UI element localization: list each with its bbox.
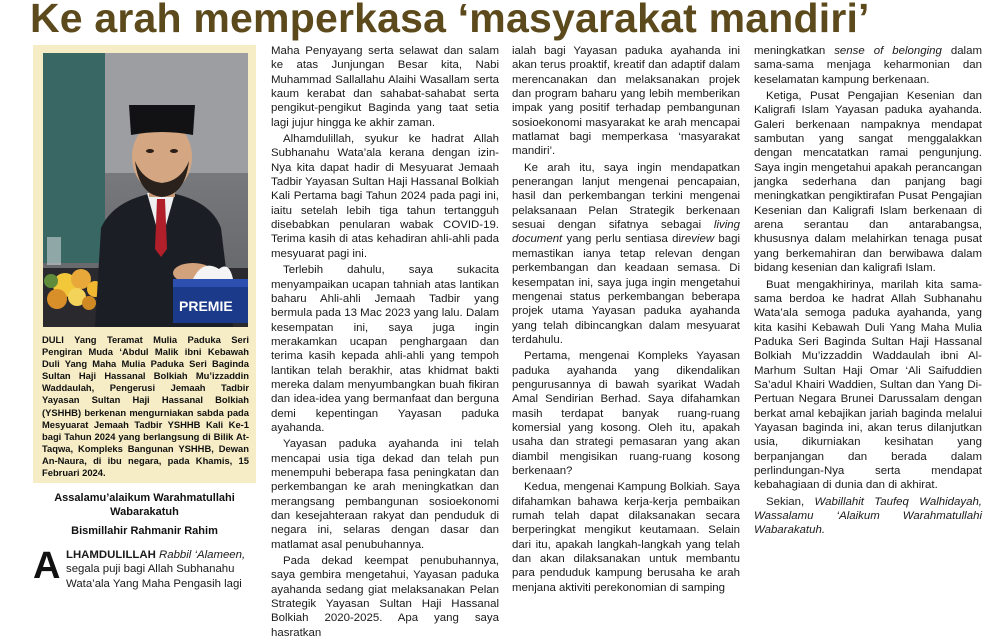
col3-p2-text-c: bagi memastikan ianya tetap relevan dengan perkembangan dan keadaan semasa. Di kesempatan ini, saya juga ingin mengetahui mengenai status perkembangan beberapa projek utama Yayasan paduka ayahanda yang telah dibincangkan dalam mesyuarat terdahulu.	[512, 233, 740, 346]
photo-illustration	[43, 53, 248, 327]
col4-paragraph-3: Buat mengakhirinya, marilah kita sama-sama berdoa ke hadrat Allah Subhanahu Wata’ala semoga paduka ayahanda, yang kita kasihi Kebawah Duli Yang Maha Mulia Paduka Seri Baginda Sultan Haji Hassanal Bolkiah Mu’izzaddin Waddaulah ibni Al-Marhum Sultan Haji Omar ‘Ali Saifuddien Sa’adul Khairi Waddien, Sultan dan Yang Di-Pertuan Negara Brunei Darussalam dengan berkat amal kebajikan jariah baginda melalui Yayasan baginda ini, akan terus dilanjutkan usia, dikurniakan kesihatan yang berpanjangan dan berada dalam perlindungan-Nya serta mendapat kebahagiaan di dunia dan di akhirat.	[754, 278, 982, 492]
greeting-bismillah: Bismillahir Rahmanir Rahim	[71, 525, 218, 537]
col4-paragraph-4	[754, 495, 982, 538]
headline: Ke arah memperkasa ‘masyarakat mandiri’	[30, 0, 870, 41]
tissue-box-label: PREMIE	[179, 298, 233, 314]
col4-p4-sekian: Sekian,	[766, 495, 805, 508]
column-2	[271, 44, 499, 639]
col2-paragraph-5: Pada dekad keempat penubuhannya, saya gembira mengetahui, Yayasan paduka ayahanda sedang giat melaksanakan Pelan Strategik Yayasan Sultan Haji Hassanal Bolkiah 2020-2025. Apa yang saya hasratkan	[271, 555, 499, 639]
col4-p1-text-b: dalam sama-sama menjaga keharmonian dan keselamatan kampung berkenaan.	[754, 45, 982, 86]
tie	[155, 199, 167, 257]
column-4	[754, 44, 982, 589]
col3-p2-living-document: living document	[512, 219, 740, 246]
col4-paragraph-2: Ketiga, Pusat Pengajian Kesenian dan Kaligrafi Islam Yayasan paduka ayahanda. Galeri berkenaan nampaknya mendapat sambutan yang sangat menggalakkan dengan mencatatkan ramai pengunjung. Saya ingin mengetahui apakah perancangan jangka sederhana dan panjang bagi meningkatkan pengiktirafan Pusat Pengajian Kesenian dan Kaligrafi Islam berkenaan di arena serantau dan antarabangsa, khususnya dalam melahirkan tenaga pusat yang berkemahiran dan berwibawa dalam bidang kesenian dan kaligrafi Islam.	[754, 90, 982, 275]
songkok	[129, 105, 195, 135]
photo	[43, 53, 248, 327]
col3-p2-text-a: Ke arah itu, saya ingin mendapatkan penerangan lanjut mengenai pencapaian, hasil dan perkembangan terkini mengenai pelaksanaan Pelan Strategik berkenaan sesuai dengan sifatnya sebagai	[512, 161, 740, 232]
col4-p1-text-a: meningkatkan	[754, 45, 826, 57]
column-3	[512, 44, 740, 594]
col3-p2-review: review	[681, 233, 715, 246]
greeting-salam: Assalamu’alaikum Warahmatullahi Wabarakatuh	[54, 492, 235, 518]
col3-paragraph-2	[512, 161, 740, 347]
photo-caption: DULI Yang Teramat Mulia Paduka Seri Pengiran Muda ‘Abdul Malik ibni Kebawah Duli Yang Maha Mulia Paduka Seri Baginda Sultan Haji Hassanal Bolkiah Mu’izzaddin Waddaulah, Pengerusi Jemaah Tadbir Yayasan Sultan Haji Hassanal Bolkiah (YSHHB) berkenan mengurniakan sabda pada Mesyuarat Jemaah Tadbir YSHHB Kali Ke-1 bagi Tahun 2024 yang berlangsung di Bilik At-Taqwa, Kompleks Bangunan YSHHB, Dewan An-Naura, di ibu negara, pada Khamis, 15 Februari 2024.	[42, 334, 249, 479]
drop-cap: A	[33, 545, 61, 587]
col3-paragraph-1: ialah bagi Yayasan paduka ayahanda ini akan terus proaktif, kreatif dan adaptif dalam merencanakan dan melaksanakan projek dan program baharu yang lebih memberikan impak yang positif terhadap pembangunan sosioekonomi masyarakat ke arah mencapai matlamat bagi memperkasa ‘masyarakat mandiri’.	[512, 45, 740, 158]
col2-paragraph-2: Alhamdulillah, syukur ke hadrat Allah Subhanahu Wata’ala kerana dengan izin-Nya kita dapat hadir di Mesyuarat Jemaah Tadbir Yayasan Sultan Haji Hassanal Bolkiah Kali Pertama bagi Tahun 2024 pada pagi ini, iaitu setelah lebih tiga tahun tertangguh disebabkan penularan wabak COVID-19. Terima kasih di atas kehadiran ahli-ahli pada mesyuarat pagi ini.	[271, 133, 499, 260]
col2-paragraph-1: Maha Penyayang serta selawat dan salam ke atas Junjungan Besar kita, Nabi Muhammad Sallallahu Alaihi Wasallam serta kaum kerabat dan sahabat-sahabat serta pengikut-pengikut Baginda yang taat setia lagi jujur hingga ke akhir zaman.	[271, 45, 499, 129]
col4-p4-closing: Wabillahit Taufeq Walhidayah, Wassalamu ‘Alaikum Warahmatullahi Wabarakatuh.	[754, 495, 982, 537]
col2-paragraph-3: Terlebih dahulu, saya sukacita menyampaikan ucapan tahniah atas lantikan baharu Ahli-ahli Jemaah Tadbir yang bermula pada 13 Mac 2023 yang lalu. Dalam kesempatan ini, saya juga ingin merakamkan ucapan penghargaan dan terima kasih kepada ahli-ahli yang tempoh lantikan telah berakhir, atas khidmat bakti mereka dalam menyumbangkan buah fikiran dan idea-idea yang bermanfaat dan berguna demi kepentingan Yayasan paduka ayahanda.	[271, 264, 499, 434]
col4-paragraph-1	[754, 44, 982, 87]
col3-paragraph-4: Kedua, mengenai Kampung Bolkiah. Saya difahamkan bahawa kerja-kerja pembaikan rumah telah dapat dilaksanakan secara berperingkat mengikut keutamaan. Selain dari itu, apakah langkah-langkah yang telah dan akan dilaksanakan untuk membantu para penduduk kampung berusaha ke arah menjana aktiviti perekonomian di samping	[512, 481, 740, 594]
col4-p1-sense-of-belonging: sense of belonging	[834, 45, 942, 57]
col3-p2-text-b: yang perlu sentiasa di	[566, 233, 682, 246]
lead-line2: segala puji bagi Allah Subhanahu Wata’ala Yang Maha Pengasih lagi	[66, 563, 242, 590]
lead-opening: LHAMDULILLAH	[66, 549, 156, 561]
col3-paragraph-3: Pertama, mengenai Kompleks Yayasan paduka ayahanda yang dikendalikan pengurusannya di bawah syarikat Wadah Amal Sendirian Berhad. Saya difahamkan masih terdapat banyak ruang-ruang komersial yang kosong. Oleh itu, apakah usaha dan strategi pemasaran yang akan diambil mengisikan ruang-ruang kosong berkenaan?	[512, 350, 740, 477]
col2-paragraph-4: Yayasan paduka ayahanda ini telah mencapai usia tiga dekad dan telah pun menempuhi beberapa fasa peningkatan dan perkembangan ke arah meningkatkan dan merangsang pembangunan sosioekonomi dan kesejahteraan rakyat dan penduduk di negara ini, selaras dengan dasar dan matlamat asal penubuhannya.	[271, 438, 499, 551]
photo-caption-box	[33, 45, 256, 483]
lead-rabbil: Rabbil ‘Alameen,	[159, 549, 246, 561]
lead-first-line	[66, 548, 256, 591]
